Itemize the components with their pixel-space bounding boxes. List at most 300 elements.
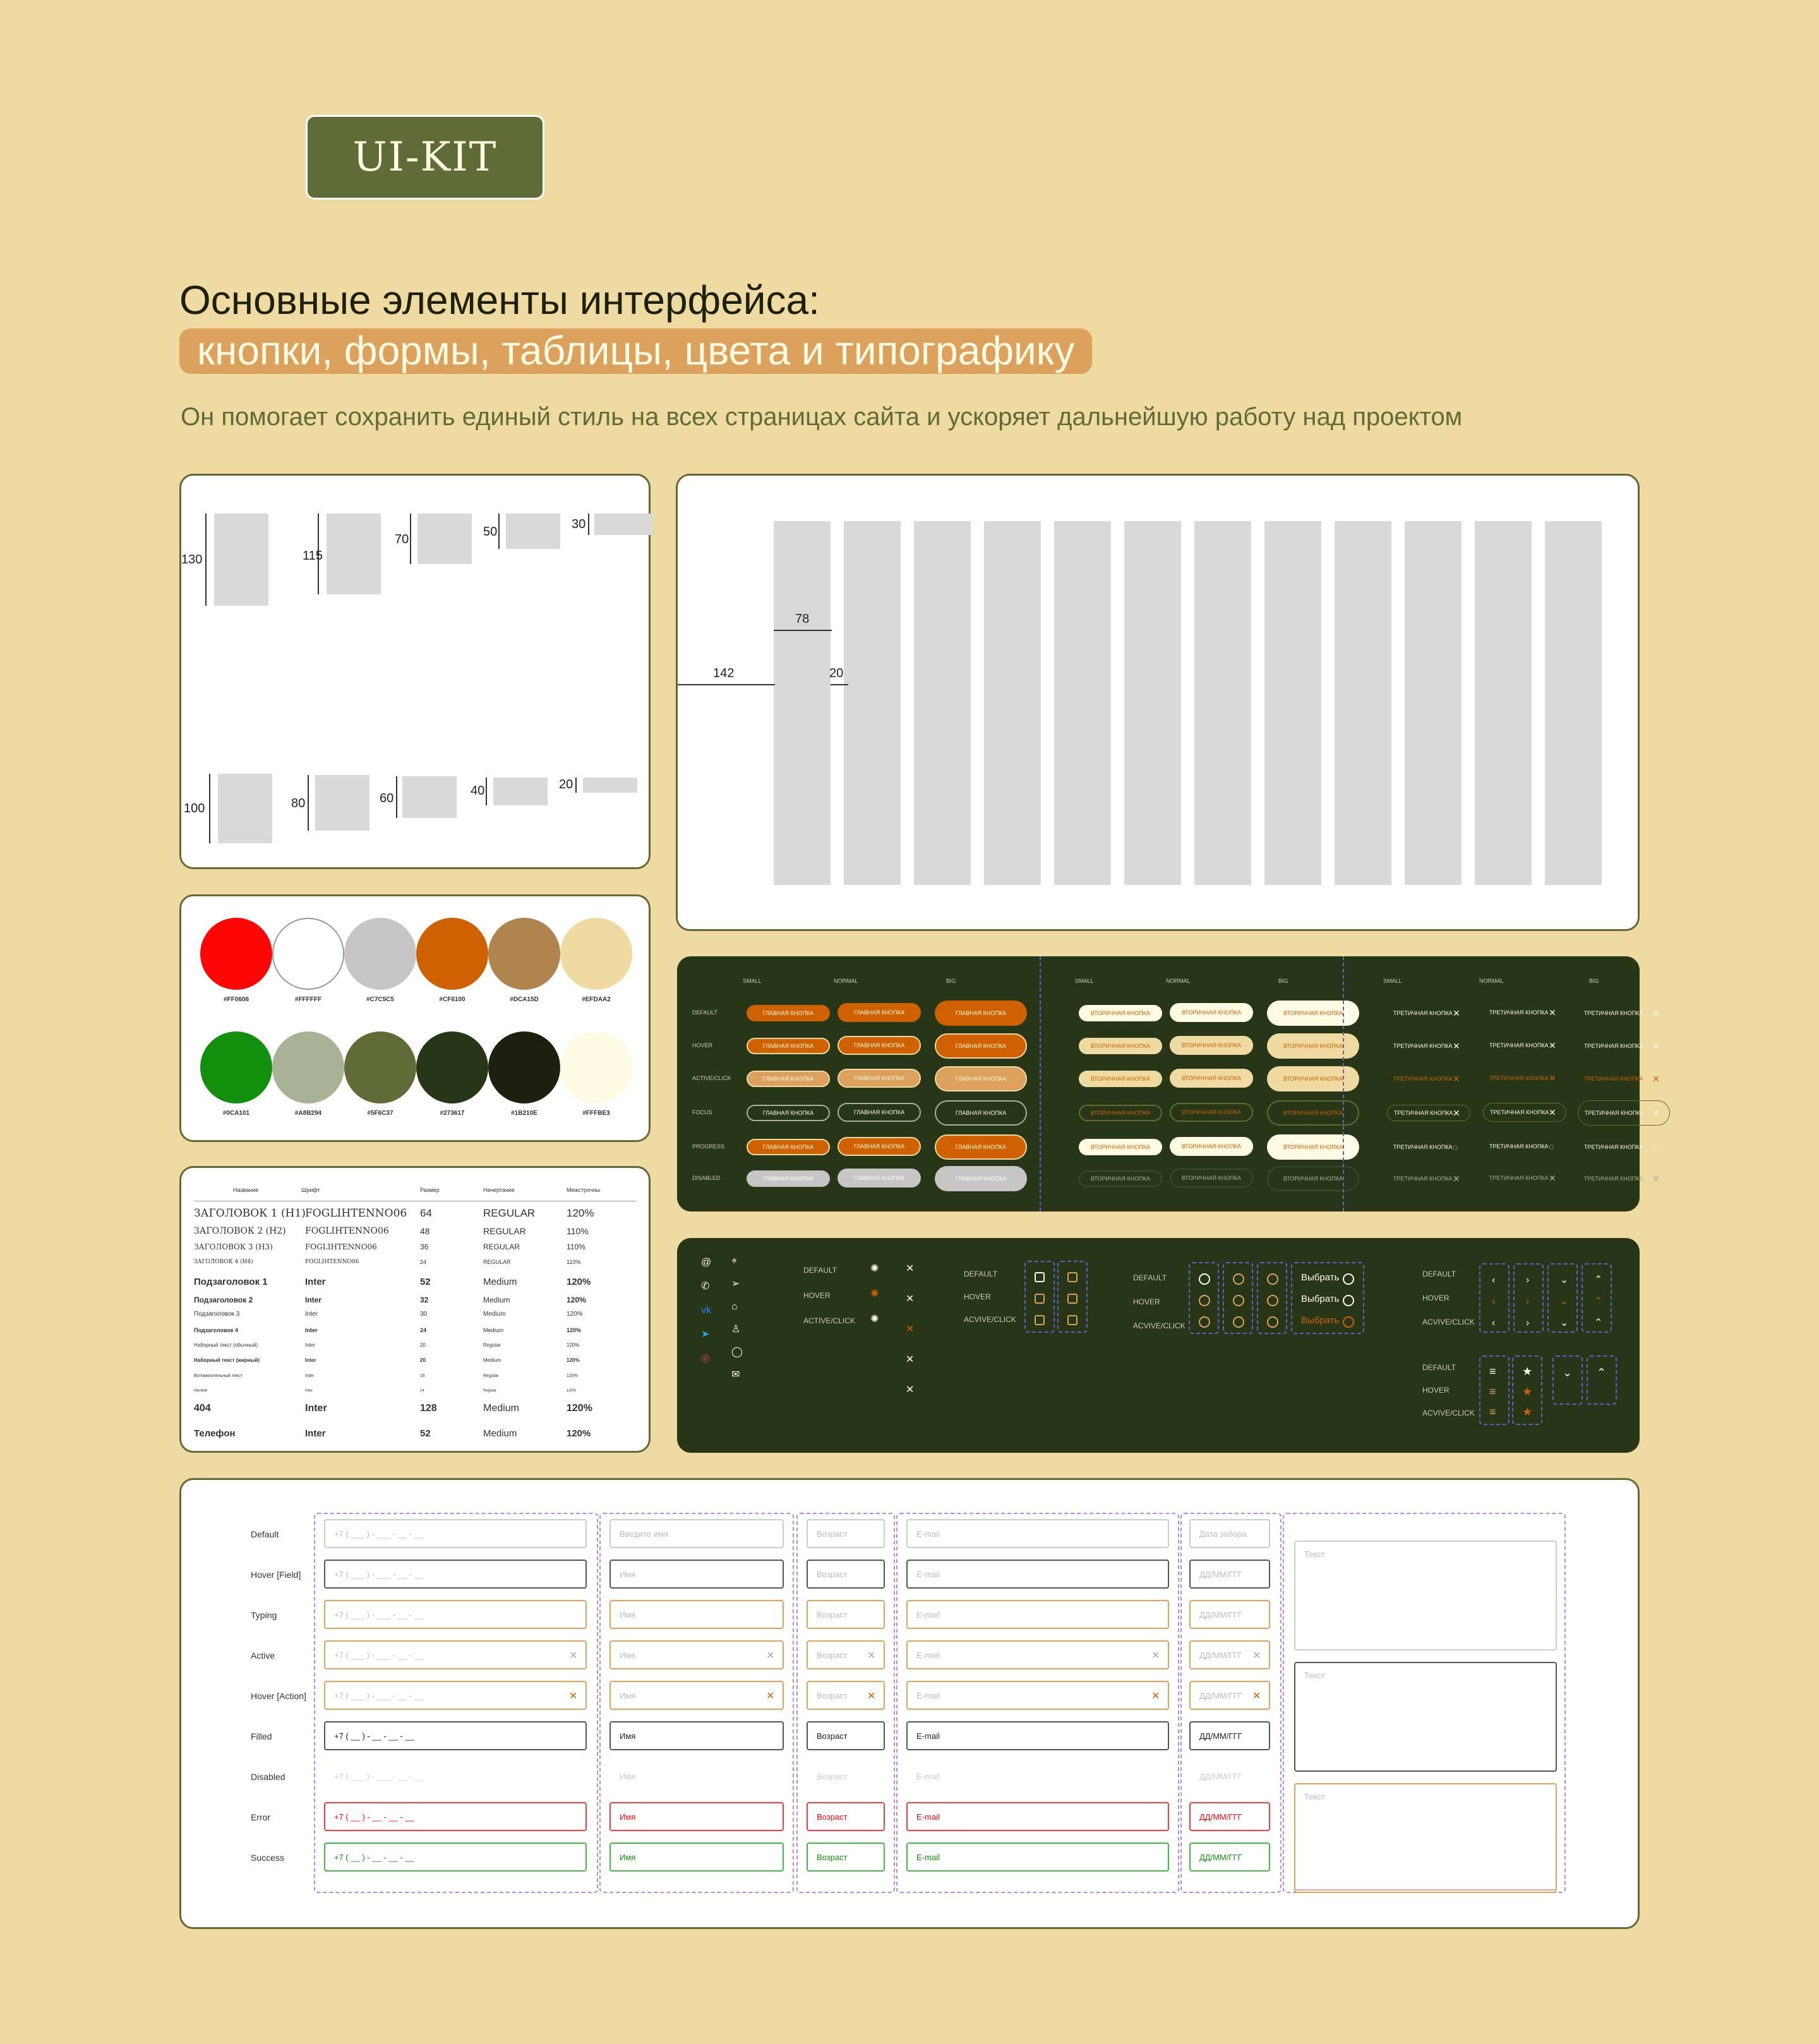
tertiary-button[interactable]: ТРЕТИЧНАЯ КНОПКА — [1489, 1042, 1549, 1049]
typo-cell: 120% — [567, 1311, 583, 1318]
email-field[interactable]: E-mail — [906, 1721, 1169, 1750]
typo-cell: Inter — [305, 1311, 318, 1318]
typo-cell: 120% — [567, 1389, 577, 1393]
secondary-button[interactable]: ВТОРИЧНАЯ КНОПКА — [1267, 1066, 1359, 1091]
clear-icon[interactable]: ✕ — [766, 1650, 775, 1661]
secondary-button[interactable]: ВТОРИЧНАЯ КНОПКА — [1170, 1036, 1253, 1055]
chevron-up-icon[interactable]: ⌃ — [1597, 1366, 1607, 1379]
date-field[interactable]: ДД/ММ/ГГГ — [1189, 1600, 1270, 1629]
tertiary-button[interactable]: ТРЕТИЧНАЯ КНОПКА — [1393, 1010, 1453, 1016]
spacing-label: 115 — [303, 549, 323, 563]
typo-cell: 120% — [567, 1428, 591, 1439]
checkbox[interactable] — [1067, 1272, 1078, 1282]
primary-button[interactable]: ГЛАВНАЯ КНОПКА — [837, 1003, 921, 1022]
typo-cell: Medium — [483, 1296, 510, 1304]
grid-column — [1405, 521, 1462, 885]
name-field[interactable]: Имя — [609, 1721, 784, 1750]
typo-header: Начертание — [483, 1187, 515, 1193]
button-state-label: PROGRESS — [692, 1143, 725, 1150]
age-field[interactable]: Возраст — [807, 1560, 885, 1589]
control-state-label: ACVIVE/CLICK — [1422, 1318, 1475, 1326]
clear-icon[interactable]: ✕ — [1252, 1691, 1261, 1702]
star-icon[interactable]: ★ — [1522, 1405, 1533, 1418]
tertiary-button[interactable]: ТРЕТИЧНАЯ КНОПКА — [1489, 1143, 1549, 1150]
typo-cell: ЗАГОЛОВОК 2 (H2) — [194, 1226, 286, 1236]
typo-cell: REGULAR — [483, 1259, 511, 1265]
spinner-icon[interactable]: ◌ — [1453, 1142, 1458, 1152]
primary-button[interactable]: ГЛАВНАЯ КНОПКА — [747, 1038, 830, 1054]
typo-cell: Medium — [483, 1327, 504, 1333]
color-swatch — [560, 918, 632, 990]
control-state-label: DEFAULT — [964, 1270, 998, 1278]
location-icon[interactable]: ⌖ — [731, 1256, 738, 1266]
grid-column — [844, 521, 901, 885]
typo-cell: 20 — [420, 1357, 426, 1363]
age-field[interactable]: Возраст — [807, 1681, 885, 1710]
primary-button[interactable]: ГЛАВНАЯ КНОПКА — [747, 1105, 830, 1121]
primary-button[interactable]: ГЛАВНАЯ КНОПКА — [935, 1134, 1027, 1160]
typo-cell: 120% — [567, 1207, 594, 1219]
button-state-label: DEFAULT — [692, 1009, 717, 1016]
date-field[interactable]: ДД/ММ/ГГГ — [1189, 1560, 1270, 1589]
grid-card — [676, 474, 1640, 931]
phone-field[interactable]: +7 ( __ ) - __ - __ - __ — [324, 1802, 587, 1831]
age-field[interactable]: Возраст — [807, 1640, 885, 1669]
name-field[interactable]: Имя — [609, 1640, 784, 1669]
spacing-label: 60 — [380, 791, 394, 805]
grid-column — [774, 521, 831, 885]
button-size-label: NORMAL — [1166, 978, 1191, 984]
typo-cell: 30 — [420, 1311, 428, 1318]
choose-label[interactable]: Выбрать — [1301, 1272, 1340, 1283]
button-size-label: BIG — [1278, 978, 1288, 984]
date-field[interactable]: ДД/ММ/ГГГ — [1189, 1681, 1270, 1710]
color-swatch — [200, 918, 272, 990]
arrow-group — [1587, 1356, 1617, 1405]
send-icon[interactable]: ➢ — [731, 1278, 740, 1289]
typo-cell: Подзаголовок 3 — [194, 1311, 240, 1318]
secondary-button[interactable]: ВТОРИЧНАЯ КНОПКА — [1170, 1103, 1253, 1122]
spacing-label: 20 — [559, 778, 573, 791]
date-field[interactable]: ДД/ММ/ГГГ — [1199, 1771, 1242, 1781]
chevron-down-icon[interactable]: ⌄ — [1563, 1366, 1573, 1379]
spinner-icon[interactable]: ◌ — [1549, 1141, 1554, 1151]
secondary-button[interactable]: ВТОРИЧНАЯ КНОПКА — [1267, 1134, 1359, 1160]
close-icon[interactable]: ✕ — [1453, 1108, 1460, 1118]
arrow-icon[interactable]: ‹ — [1492, 1318, 1496, 1328]
typo-cell: Подзаголовок 2 — [194, 1296, 253, 1304]
age-field[interactable]: Возраст — [817, 1771, 848, 1781]
email-field[interactable]: E-mail — [906, 1802, 1169, 1831]
close-icon[interactable]: ✕ — [906, 1294, 915, 1304]
color-swatch — [344, 1031, 416, 1103]
close-icon[interactable]: ✕ — [1453, 1041, 1460, 1051]
close-icon[interactable]: ✕ — [1652, 1074, 1660, 1084]
typo-cell: Inter — [305, 1357, 316, 1363]
spacing-label: 130 — [181, 553, 203, 567]
tertiary-button[interactable]: ТРЕТИЧНАЯ КНОПКА — [1393, 1175, 1453, 1182]
name-field[interactable]: Введите имя — [609, 1519, 784, 1548]
close-icon[interactable]: ✕ — [1652, 1008, 1660, 1018]
email-field[interactable]: E-mail — [906, 1640, 1169, 1669]
date-field[interactable]: ДД/ММ/ГГГ — [1189, 1721, 1270, 1750]
tertiary-button[interactable]: ТРЕТИЧНАЯ КНОПКА — [1489, 1009, 1549, 1016]
close-icon[interactable]: ✕ — [1549, 1007, 1556, 1018]
color-hex-label: #FFFFFF — [294, 996, 322, 1003]
typo-cell: FOGLIHTENNO06 — [305, 1207, 407, 1220]
tertiary-button[interactable]: ТРЕТИЧНАЯ КНОПКА — [1483, 1103, 1566, 1122]
age-field[interactable]: Возраст — [807, 1802, 885, 1831]
color-hex-label: #0CA101 — [222, 1110, 250, 1117]
star-icon[interactable]: ★ — [1522, 1365, 1533, 1378]
form-state-label: Error — [251, 1812, 271, 1822]
form-state-label: Active — [251, 1650, 275, 1661]
typo-cell: Подзаголовок 4 — [194, 1327, 238, 1333]
typo-cell: ЗАГОЛОВОК 4 (H4) — [194, 1259, 253, 1265]
spacing-label: 80 — [291, 797, 306, 810]
textarea[interactable]: Текст — [1294, 1662, 1557, 1772]
menu-icon[interactable]: ≡ — [1489, 1385, 1496, 1398]
choose-label[interactable]: Выбрать — [1301, 1315, 1340, 1326]
primary-button[interactable]: ГЛАВНАЯ КНОПКА — [935, 1001, 1027, 1026]
typo-cell: 120% — [567, 1374, 578, 1378]
clear-icon[interactable]: ✕ — [1252, 1650, 1261, 1661]
color-swatch — [272, 1031, 344, 1103]
email-field[interactable]: E-mail — [906, 1560, 1169, 1589]
typo-cell: Medium — [483, 1428, 517, 1439]
checkbox[interactable] — [1035, 1294, 1045, 1304]
close-icon[interactable]: ✕ — [906, 1263, 915, 1274]
primary-button[interactable]: ГЛАВНАЯ КНОПКА — [935, 1066, 1027, 1091]
radio[interactable] — [1343, 1295, 1354, 1306]
tertiary-button[interactable]: ТРЕТИЧНАЯ КНОПКА — [1393, 1043, 1453, 1049]
vk-icon[interactable]: vk — [701, 1305, 711, 1316]
choose-label[interactable]: Выбрать — [1301, 1294, 1340, 1304]
phone-field[interactable]: +7 ( ___ ) - ___ - __ - __ — [324, 1640, 587, 1669]
close-icon[interactable]: ✕ — [1652, 1174, 1660, 1184]
email-field[interactable]: E-mail — [916, 1771, 940, 1781]
arrow-icon[interactable]: ⌄ — [1560, 1275, 1569, 1285]
close-icon[interactable]: ✕ — [1652, 1041, 1660, 1051]
radio[interactable] — [1233, 1295, 1244, 1306]
typo-cell: Regular — [483, 1342, 501, 1348]
checkbox[interactable] — [1067, 1315, 1078, 1325]
typo-cell: Inter — [305, 1342, 316, 1348]
primary-button[interactable]: ГЛАВНАЯ КНОПКА — [837, 1169, 921, 1187]
close-icon[interactable]: ✕ — [1453, 1008, 1460, 1018]
spacing-label: 30 — [572, 517, 586, 531]
spacing-label: 40 — [471, 784, 485, 798]
secondary-button[interactable]: ВТОРИЧНАЯ КНОПКА — [1267, 1001, 1359, 1026]
arrow-icon[interactable]: ⌄ — [1560, 1318, 1569, 1328]
email-field[interactable]: E-mail — [906, 1519, 1169, 1548]
phone-field[interactable]: +7 ( ___ ) - ___ - __ - __ — [324, 1560, 587, 1589]
primary-button[interactable]: ГЛАВНАЯ КНОПКА — [935, 1100, 1027, 1126]
secondary-button[interactable]: ВТОРИЧНАЯ КНОПКА — [1267, 1100, 1359, 1126]
typo-cell: 120% — [567, 1296, 586, 1304]
radio[interactable] — [1199, 1273, 1210, 1285]
typo-cell: FOGLIHTENNO06 — [305, 1226, 389, 1236]
typo-cell: 110% — [567, 1226, 589, 1236]
radio[interactable] — [1233, 1316, 1244, 1328]
radio[interactable] — [1343, 1316, 1354, 1328]
close-icon[interactable]: ✕ — [906, 1385, 915, 1395]
age-field[interactable]: Возраст — [807, 1843, 885, 1872]
primary-button[interactable]: ГЛАВНАЯ КНОПКА — [935, 1033, 1027, 1059]
primary-button[interactable]: ГЛАВНАЯ КНОПКА — [935, 1166, 1027, 1191]
typo-cell: Подзаголовок 1 — [194, 1277, 268, 1287]
name-field[interactable]: Имя — [609, 1681, 784, 1710]
secondary-button[interactable]: ВТОРИЧНАЯ КНОПКА — [1170, 1169, 1253, 1187]
tertiary-button[interactable]: ТРЕТИЧНАЯ КНОПКА — [1584, 1076, 1643, 1082]
typo-cell: 404 — [194, 1403, 211, 1414]
grid-column — [984, 521, 1041, 885]
button-size-label: NORMAL — [1479, 978, 1504, 984]
clear-icon[interactable]: ✕ — [867, 1691, 876, 1702]
typo-cell: ЗАГОЛОВОК 1 (H1) — [194, 1207, 306, 1220]
age-field[interactable]: Возраст — [807, 1519, 885, 1548]
close-icon[interactable]: ✕ — [906, 1354, 915, 1365]
clear-icon[interactable]: ✕ — [867, 1650, 876, 1661]
arrow-icon[interactable]: › — [1526, 1318, 1530, 1328]
arrow-icon[interactable]: ⌄ — [1560, 1296, 1569, 1307]
grid-column — [1124, 521, 1181, 885]
spinner-icon[interactable]: ◌ — [1652, 1142, 1658, 1152]
clear-icon[interactable]: ✕ — [766, 1691, 775, 1702]
color-hex-label: #EFDAA2 — [582, 996, 611, 1003]
primary-button[interactable]: ГЛАВНАЯ КНОПКА — [747, 1139, 830, 1155]
tertiary-button[interactable]: ТРЕТИЧНАЯ КНОПКА — [1584, 1010, 1643, 1016]
phone-field[interactable]: +7 ( ___ ) - ___ - __ - __ — [334, 1771, 424, 1781]
close-icon[interactable]: ✕ — [1549, 1107, 1556, 1117]
email-field[interactable]: E-mail — [906, 1843, 1169, 1872]
name-field[interactable]: Имя — [609, 1802, 784, 1831]
phone-field[interactable]: +7 ( ___ ) - ___ - __ - __ — [324, 1519, 587, 1548]
form-state-label: Hover [Field] — [251, 1570, 301, 1580]
radio[interactable] — [1343, 1273, 1354, 1285]
tertiary-button[interactable]: ТРЕТИЧНАЯ КНОПКА — [1584, 1175, 1643, 1182]
arrow-icon[interactable]: › — [1526, 1275, 1530, 1285]
phone-field[interactable]: +7 ( __ ) - __ - __ - __ — [324, 1721, 587, 1750]
checkbox[interactable] — [1067, 1294, 1078, 1304]
date-field[interactable]: ДД/ММ/ГГГ — [1189, 1843, 1270, 1872]
control-state-label: HOVER — [1422, 1294, 1450, 1302]
email-field[interactable]: E-mail — [906, 1681, 1169, 1710]
primary-button[interactable]: ГЛАВНАЯ КНОПКА — [837, 1103, 921, 1122]
color-hex-label: #FF0606 — [223, 996, 249, 1003]
user-icon[interactable]: ♙ — [731, 1324, 741, 1335]
checkbox[interactable] — [1035, 1315, 1045, 1325]
secondary-button[interactable]: ВТОРИЧНАЯ КНОПКА — [1170, 1069, 1253, 1088]
control-state-label: ACTIVE/CLICK — [803, 1316, 856, 1325]
clear-icon[interactable]: ✕ — [1151, 1691, 1160, 1702]
typo-header: Название — [233, 1187, 259, 1193]
tertiary-button[interactable]: ТРЕТИЧНАЯ КНОПКА — [1393, 1076, 1453, 1082]
typo-cell: REGULAR — [483, 1226, 526, 1236]
button-state-label: FOCUS — [692, 1109, 712, 1115]
control-state-label: HOVER — [1133, 1297, 1160, 1306]
secondary-button[interactable]: ВТОРИЧНАЯ КНОПКА — [1079, 1170, 1162, 1187]
arrow-icon[interactable]: › — [1526, 1296, 1530, 1307]
typo-cell: 64 — [420, 1207, 432, 1219]
control-state-label: DEFAULT — [803, 1266, 837, 1275]
close-icon[interactable]: ✕ — [1453, 1174, 1460, 1184]
typo-cell: 120% — [567, 1327, 582, 1333]
color-swatch — [416, 1031, 488, 1103]
tertiary-button[interactable]: ТРЕТИЧНАЯ КНОПКА — [1489, 1075, 1549, 1081]
tertiary-button[interactable]: ТРЕТИЧНАЯ КНОПКА — [1489, 1175, 1549, 1181]
arrow-icon[interactable]: ‹ — [1492, 1275, 1496, 1285]
checkbox[interactable] — [1035, 1272, 1045, 1282]
close-icon[interactable]: ✕ — [906, 1324, 915, 1335]
color-swatch — [272, 918, 344, 990]
page-subtitle: Он помогает сохранить единый стиль на всех страницах сайта и ускоряет дальнейшую работу над проектом — [181, 403, 1463, 431]
typo-cell: 14 — [420, 1389, 424, 1393]
radio[interactable] — [1267, 1273, 1278, 1285]
name-field[interactable]: Имя — [620, 1771, 636, 1781]
primary-button[interactable]: ГЛАВНАЯ КНОПКА — [837, 1137, 921, 1156]
phone-icon[interactable]: ✆ — [701, 1281, 710, 1292]
typo-cell: Inter — [305, 1389, 313, 1393]
tertiary-button[interactable]: ТРЕТИЧНАЯ КНОПКА — [1584, 1144, 1643, 1150]
instagram-icon[interactable]: ◎ — [701, 1353, 710, 1364]
control-state-label: DEFAULT — [1422, 1270, 1456, 1278]
typo-cell: Inter — [305, 1428, 326, 1439]
page-title-highlight: кнопки, формы, таблицы, цвета и типографику — [179, 328, 1092, 374]
typo-cell: Medium — [483, 1311, 506, 1318]
arrow-icon[interactable]: ⌃ — [1594, 1275, 1603, 1285]
color-swatch — [488, 1031, 560, 1103]
close-icon[interactable]: ✕ — [1453, 1074, 1460, 1084]
tertiary-button[interactable]: ТРЕТИЧНАЯ КНОПКА — [1584, 1043, 1643, 1049]
age-field[interactable]: Возраст — [807, 1600, 885, 1629]
date-field[interactable]: ДД/ММ/ГГГ — [1189, 1640, 1270, 1669]
tertiary-button[interactable]: ТРЕТИЧНАЯ КНОПКА — [1393, 1144, 1453, 1150]
age-field[interactable]: Возраст — [807, 1721, 885, 1750]
typo-cell: REGULAR — [483, 1207, 536, 1219]
control-state-label: ACVIVE/CLICK — [1422, 1409, 1475, 1417]
primary-button[interactable]: ГЛАВНАЯ КНОПКА — [837, 1036, 921, 1055]
button-state-label: DISABLED — [692, 1175, 721, 1181]
colors-card — [179, 894, 651, 1142]
close-icon[interactable]: ✕ — [1652, 1108, 1660, 1118]
email-at-icon[interactable]: @ — [701, 1257, 712, 1268]
tertiary-button[interactable]: ТРЕТИЧНАЯ КНОПКА — [1578, 1100, 1670, 1126]
radio[interactable] — [1199, 1295, 1210, 1306]
typo-cell: Inter — [305, 1296, 322, 1304]
email-field[interactable]: E-mail — [906, 1600, 1169, 1629]
secondary-button[interactable]: ВТОРИЧНАЯ КНОПКА — [1079, 1105, 1162, 1121]
clear-icon[interactable]: ✕ — [569, 1691, 578, 1702]
primary-button[interactable]: ГЛАВНАЯ КНОПКА — [747, 1005, 830, 1021]
radio[interactable] — [1233, 1273, 1244, 1285]
typo-cell: Наборный текст (жирный) — [194, 1357, 260, 1363]
secondary-button[interactable]: ВТОРИЧНАЯ КНОПКА — [1170, 1137, 1253, 1156]
grid-column — [1194, 521, 1251, 885]
primary-button[interactable]: ГЛАВНАЯ КНОПКА — [747, 1071, 830, 1087]
secondary-button[interactable]: ВТОРИЧНАЯ КНОПКА — [1079, 1139, 1162, 1155]
typo-cell: Наборный текст (обычный) — [194, 1342, 258, 1348]
mail-icon[interactable]: ✉ — [731, 1369, 740, 1380]
typo-cell: Телефон — [194, 1428, 236, 1439]
spacing-label: 70 — [395, 532, 409, 546]
typo-cell: FOGLIHTENNO06 — [305, 1259, 359, 1265]
grid-column-label: 78 — [795, 612, 810, 626]
phone-field[interactable]: +7 ( ___ ) - ___ - __ - __ — [324, 1681, 587, 1710]
date-field[interactable]: ДД/ММ/ГГГ — [1189, 1802, 1270, 1831]
typo-cell: 24 — [420, 1327, 427, 1333]
radio[interactable] — [1267, 1295, 1278, 1306]
button-size-label: SMALL — [1075, 978, 1094, 984]
button-size-label: SMALL — [1383, 978, 1402, 984]
grid-column — [1054, 521, 1111, 885]
secondary-button[interactable]: ВТОРИЧНАЯ КНОПКА — [1267, 1166, 1359, 1191]
menu-icon[interactable]: ≡ — [1489, 1405, 1496, 1418]
color-swatch — [344, 918, 416, 990]
grid-column — [1335, 521, 1391, 885]
clear-icon[interactable]: ✕ — [1151, 1650, 1160, 1661]
color-swatch — [200, 1031, 272, 1103]
secondary-button[interactable]: ВТОРИЧНАЯ КНОПКА — [1079, 1071, 1162, 1087]
name-field[interactable]: Имя — [609, 1560, 784, 1589]
clear-icon[interactable]: ✕ — [569, 1650, 578, 1661]
radio[interactable] — [1267, 1316, 1278, 1328]
typo-cell: 120% — [567, 1277, 591, 1287]
form-state-label: Filled — [251, 1731, 272, 1741]
home-icon[interactable]: ⌂ — [731, 1301, 738, 1312]
arrow-icon[interactable]: ‹ — [1492, 1296, 1496, 1307]
menu-icon[interactable]: ≡ — [1489, 1365, 1496, 1378]
buttons-card — [677, 956, 1660, 1211]
color-hex-label: #CF6100 — [439, 996, 465, 1003]
telegram-icon[interactable]: ➤ — [701, 1329, 710, 1340]
date-field[interactable]: Дата забора — [1189, 1519, 1270, 1548]
arrow-icon[interactable]: ⌃ — [1594, 1318, 1603, 1328]
arrow-icon[interactable]: ⌃ — [1594, 1296, 1603, 1307]
typo-cell: Inter — [305, 1374, 315, 1378]
radio[interactable] — [1199, 1316, 1210, 1328]
secondary-button[interactable]: ВТОРИЧНАЯ КНОПКА — [1267, 1033, 1359, 1059]
control-state-label: HOVER — [803, 1291, 831, 1300]
typo-cell: REGULAR — [483, 1242, 520, 1251]
primary-button[interactable]: ГЛАВНАЯ КНОПКА — [747, 1170, 830, 1187]
control-state-label: ACVIVE/CLICK — [964, 1315, 1016, 1324]
button-size-label: BIG — [1589, 978, 1599, 984]
textarea[interactable]: Текст — [1294, 1783, 1557, 1893]
secondary-button[interactable]: ВТОРИЧНАЯ КНОПКА — [1079, 1038, 1162, 1054]
chat-icon[interactable]: ◯ — [731, 1347, 743, 1357]
grid-margin-label: 142 — [713, 666, 735, 680]
textarea[interactable]: Текст — [1294, 1541, 1557, 1650]
name-field[interactable]: Имя — [609, 1843, 784, 1872]
secondary-button[interactable]: ВТОРИЧНАЯ КНОПКА — [1079, 1005, 1162, 1021]
tertiary-button[interactable]: ТРЕТИЧНАЯ КНОПКА — [1387, 1105, 1470, 1121]
typo-cell: Medium — [483, 1403, 519, 1414]
name-field[interactable]: Имя — [609, 1600, 784, 1629]
close-icon[interactable]: ✕ — [1549, 1073, 1556, 1083]
phone-field[interactable]: +7 ( ___ ) - ___ - __ - __ — [324, 1600, 587, 1629]
primary-button[interactable]: ГЛАВНАЯ КНОПКА — [837, 1069, 921, 1088]
star-icon[interactable]: ★ — [1522, 1385, 1533, 1398]
close-icon[interactable]: ✕ — [1549, 1173, 1556, 1183]
close-icon[interactable]: ✕ — [1549, 1040, 1556, 1050]
typo-cell: 20 — [420, 1342, 426, 1348]
secondary-button[interactable]: ВТОРИЧНАЯ КНОПКА — [1170, 1003, 1253, 1022]
textarea-edge — [1294, 1889, 1557, 1894]
color-hex-label: #A8B294 — [294, 1110, 322, 1117]
spacing-label: 100 — [184, 802, 205, 815]
phone-field[interactable]: +7 ( __ ) - __ - __ - __ — [324, 1843, 587, 1872]
